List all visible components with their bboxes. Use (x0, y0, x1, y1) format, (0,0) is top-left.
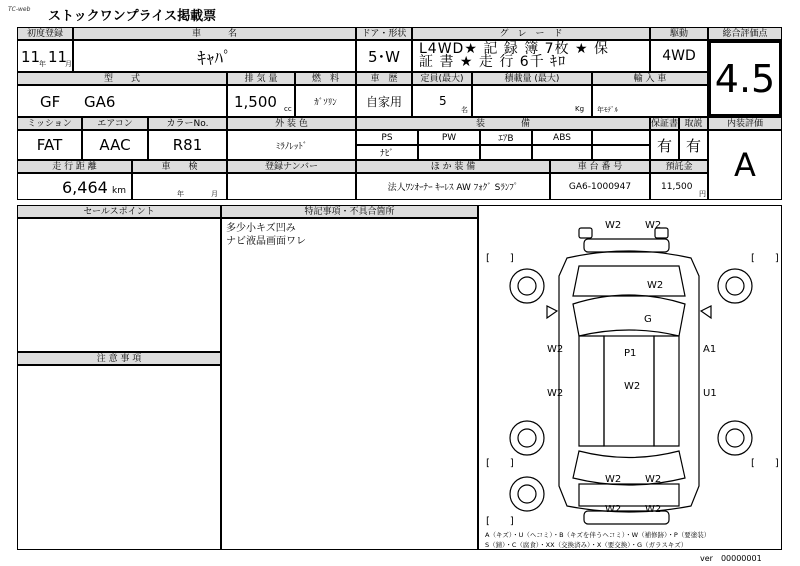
hdr-fuel: 燃 料 (295, 72, 356, 85)
history: 自家用 (356, 85, 412, 117)
inspection-diagram (478, 205, 782, 550)
displacement-unit: cc (284, 105, 292, 113)
wheel-rear-right-hub-shape (726, 429, 744, 447)
model-cell (17, 85, 227, 117)
mirror-right-shape (701, 306, 711, 318)
equip-empty-3 (480, 145, 532, 160)
hdr-grade: グ レ ー ド (412, 27, 650, 40)
car-name: ｷｬﾊﾟ (73, 40, 356, 72)
hdr-exterior: 外 装 色 (227, 117, 356, 130)
hdr-aircon: エアコン (82, 117, 148, 130)
equip-empty-1 (592, 130, 650, 145)
car-diagram-svg (479, 206, 783, 551)
mark-center-2: W2 (624, 381, 641, 392)
equip-empty-4 (532, 145, 592, 160)
wheel-rear-left-hub-shape (518, 429, 536, 447)
grade (412, 40, 650, 72)
hdr-caution: 注 意 事 項 (17, 352, 221, 365)
hdr-history: 車 歴 (356, 72, 412, 85)
hdr-displacement: 排 気 量 (227, 72, 295, 85)
hdr-price: 預託金 (650, 160, 708, 173)
bracket-front-right: [ ] (751, 253, 779, 264)
hdr-first-reg: 初度登録 (17, 27, 73, 40)
wheel-front-right-hub-shape (726, 277, 744, 295)
hdr-equipment: 装 備 (356, 117, 650, 130)
sales-point-area (17, 218, 221, 352)
hdr-car-name: 車 名 (73, 27, 356, 40)
price-cell (650, 173, 708, 200)
wheel-front-left-hub-shape (518, 277, 536, 295)
displacement-cell (227, 85, 295, 117)
wheel-rear-left-shape (510, 421, 544, 455)
equip-airbag: ｴｱB (480, 130, 532, 145)
price: 11,500 (661, 182, 693, 192)
hdr-notes: 特記事項・不具合箇所 (221, 205, 478, 218)
hdr-capacity: 定員(最大) (412, 72, 472, 85)
page-title: ストックワンプライス掲載票 (48, 9, 217, 24)
inspection-year: 年 (177, 190, 184, 198)
wheel-front-left-shape (510, 269, 544, 303)
front-bumper-shape (584, 239, 669, 252)
wheel-front-right-shape (718, 269, 752, 303)
hdr-chassis: 車 台 番 号 (550, 160, 650, 173)
equip-navi: ﾅﾋﾞ (356, 145, 418, 160)
plate (227, 173, 356, 200)
first-reg-year-unit: 年 (39, 60, 46, 68)
brand-logo: TC-web (8, 6, 31, 13)
capacity-cell (412, 85, 472, 117)
note-2: ナビ液晶画面ワレ (226, 236, 306, 247)
hdr-overall-rating: 総合評価点 (708, 27, 782, 40)
hdr-mileage: 走 行 距 離 (17, 160, 132, 173)
windshield-shape (573, 295, 685, 336)
tailgate-shape (579, 484, 679, 506)
first-reg-month-unit: 月 (65, 60, 72, 68)
mark-bottom-1: W2 (605, 504, 622, 515)
notes-area (221, 218, 478, 550)
mark-rear-2: W2 (645, 474, 662, 485)
mirror-left-shape (547, 306, 557, 318)
doors: 5･W (356, 40, 412, 72)
spare-tire-hub-shape (518, 485, 536, 503)
drive: 4WD (650, 40, 708, 72)
warranty: 有 (650, 130, 679, 160)
mark-left-front: W2 (547, 344, 564, 355)
load-unit: Kg (575, 105, 585, 113)
legend-line-2: S（錆）・C（腐食）・XX（交換済み）・X（要交換）・G（ガラスキズ） (485, 541, 688, 549)
grade-line-1: L4WD★ 記 録 簿 7枚 ★ 保 (419, 41, 610, 57)
exterior-color: ﾐﾗﾉﾚｯﾄﾞ (227, 130, 356, 160)
hdr-color-no: カラーNo. (148, 117, 227, 130)
mission: FAT (17, 130, 82, 160)
hood-shape (573, 266, 685, 296)
mark-front-2: W2 (645, 220, 662, 231)
equip-empty-5 (592, 145, 650, 160)
chassis-number: GA6-1000947 (550, 173, 650, 200)
model-prefix: GF (40, 93, 61, 111)
hdr-inspection: 車 検 (132, 160, 227, 173)
color-no: R81 (148, 130, 227, 160)
mileage-unit: km (112, 186, 126, 196)
mileage: 6,464 (62, 178, 108, 197)
legend-line-1: A（キズ）・U（ヘコミ）・B（キズを伴うヘコミ）・W（補修跡）・P（要塗装） (485, 531, 711, 539)
hdr-load: 積載量 (最大) (472, 72, 592, 85)
interior-rating: A (708, 130, 782, 200)
bracket-rear-right: [ ] (751, 458, 779, 469)
first-reg-year: 11 (21, 48, 41, 66)
hdr-drive: 駆動 (650, 27, 708, 40)
hdr-interior-rating: 内装評価 (708, 117, 782, 130)
mark-center-1: P1 (624, 348, 637, 359)
inspection-month: 月 (211, 190, 218, 198)
other-equip: 法人ﾜﾝｵｰﾅｰ ｷｰﾚｽ AW ﾌｫｸﾞ Sﾗﾝﾌﾟ (356, 173, 550, 200)
left-door-panel-shape (579, 336, 604, 446)
fuel: ｶﾞｿﾘﾝ (295, 85, 356, 117)
bracket-front-left: [ ] (486, 253, 514, 264)
capacity-unit: 名 (461, 106, 468, 114)
mark-hood: W2 (647, 280, 664, 291)
mark-front-1: W2 (605, 220, 622, 231)
hdr-import: 輸 入 車 (592, 72, 708, 85)
wheel-rear-right-shape (718, 421, 752, 455)
equip-abs: ABS (532, 130, 592, 145)
equip-ps: PS (356, 130, 418, 145)
inspection-cell (132, 173, 227, 200)
note-1: 多少小キズ凹み (226, 223, 296, 234)
hdr-sales-point: セールスポイント (17, 205, 221, 218)
equip-empty-2 (418, 145, 480, 160)
hdr-model: 型 式 (17, 72, 227, 85)
import-cell (592, 85, 708, 117)
right-door-panel-shape (654, 336, 679, 446)
model: GA6 (84, 93, 116, 111)
rear-window-shape (573, 451, 685, 485)
import-note: 年ﾓﾃﾞﾙ (597, 106, 618, 114)
mark-rear-1: W2 (605, 474, 622, 485)
front-mark-left-shape (579, 228, 592, 238)
mark-right-rear: U1 (703, 388, 717, 399)
equip-pw: PW (418, 130, 480, 145)
manual: 有 (679, 130, 708, 160)
grade-line-2: 証 書 ★ 走 行 6千 ｷﾛ (419, 54, 567, 70)
mark-roof-glass: G (644, 314, 652, 325)
hdr-doors: ドア・形状 (356, 27, 412, 40)
first-reg-month: 11 (48, 48, 68, 66)
hdr-other-equip: ほ か 装 備 (356, 160, 550, 173)
first-reg-cell (17, 40, 73, 72)
mileage-cell (17, 173, 132, 200)
hdr-mission: ミッション (17, 117, 82, 130)
price-unit: 円 (699, 190, 706, 198)
hdr-manual: 取説 (679, 117, 708, 130)
capacity: 5 (439, 94, 447, 108)
hdr-warranty: 保証書 (651, 119, 679, 129)
mark-right-front: A1 (703, 344, 717, 355)
load-cell (472, 85, 592, 117)
bracket-rear-left: [ ] (486, 458, 514, 469)
mark-left-rear: W2 (547, 388, 564, 399)
spare-tire-shape (510, 477, 544, 511)
bracket-spare: [ ] (486, 516, 514, 527)
mark-bottom-2: W2 (645, 504, 662, 515)
overall-rating: 4.5 (708, 40, 782, 117)
aircon: AAC (82, 130, 148, 160)
caution-area (17, 365, 221, 550)
version: ver 00000001 (700, 554, 762, 563)
hdr-plate: 登録ナンバー (227, 160, 356, 173)
displacement: 1,500 (234, 93, 277, 111)
